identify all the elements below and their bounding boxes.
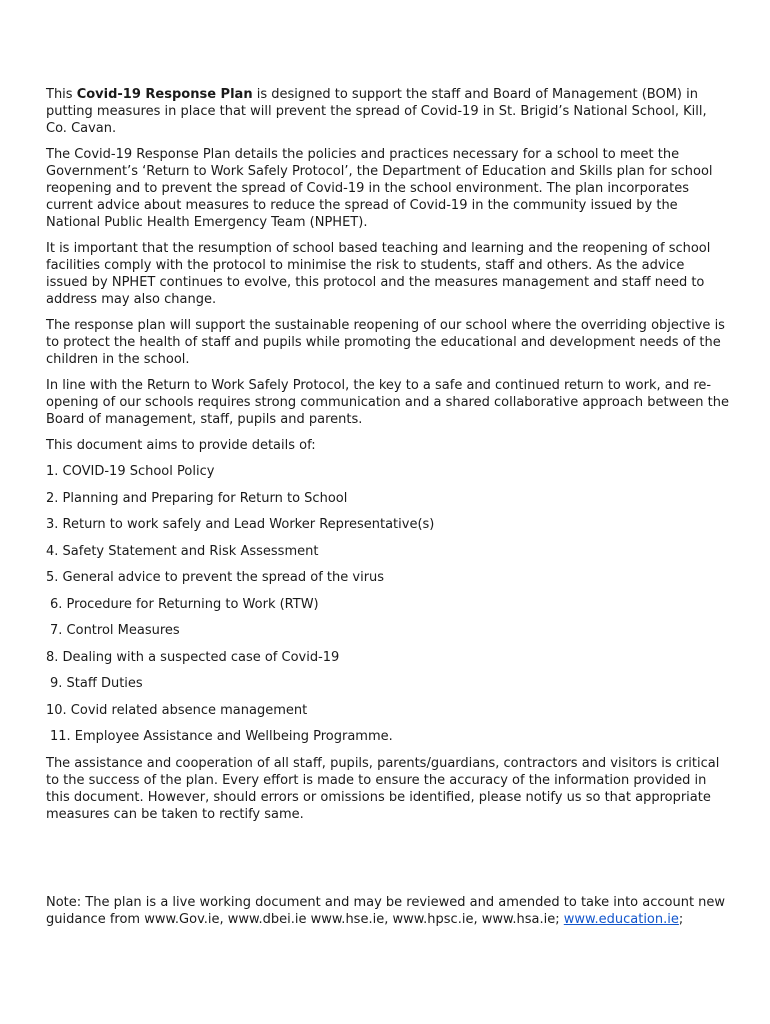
paragraph-resumption: It is important that the resumption of school based teaching and learning and the reopening of school facilities comply with the protocol to minimise the risk to students, staff and others. As the advice issued by NPHET continues to evolve, this protocol and the measures management and staff need to address may also change. (46, 241, 711, 307)
list-item: 8. Dealing with a suspected case of Covid-19 (46, 649, 340, 665)
list-item: 2. Planning and Preparing for Return to School (46, 490, 348, 506)
list-item: 7. Control Measures (50, 623, 180, 638)
list-item: 1. COVID-19 School Policy (46, 464, 215, 479)
list-item: 10. Covid related absence management (46, 702, 308, 718)
note-paragraph (46, 894, 730, 928)
closing-paragraph: The assistance and cooperation of all staff, pupils, parents/guardians, contractors and visitors is critical to the success of the plan. Every effort is made to ensure the accuracy of the information provided in this document. However, should errors or omissions be identified, please notify us so that appropriate measures can be taken to rectify same. (46, 755, 720, 822)
plan-title-bold: Covid-19 Response Plan (76, 87, 253, 102)
list-item: 6. Procedure for Returning to Work (RTW) (50, 596, 319, 612)
paragraph-protocol: The Covid-19 Response Plan details the policies and practices necessary for a school to meet the Government’s ‘Return to Work Safely Protocol’, the Department of Education and Skills plan for school reopening and to prevent the spread of Covid-19 in the school environment. The plan incorporates current advice about measures to reduce the spread of Covid-19 in the community issued by the National Public Health Emergency Team (NPHET). (46, 147, 713, 230)
paragraph-collaboration: In line with the Return to Work Safely Protocol, the key to a safe and continued return to work, and re-opening of our schools requires strong communication and a shared collaborative approach between the Board of management, staff, pupils and parents. (46, 378, 729, 427)
education-link[interactable]: www.education.ie (563, 911, 679, 927)
list-item: 11. Employee Assistance and Wellbeing Programme. (50, 729, 393, 744)
blank-space (46, 832, 730, 894)
document-page (46, 86, 730, 937)
intro-prefix: This (46, 87, 77, 102)
contents-list (46, 463, 730, 745)
note-tail: ; (678, 911, 684, 927)
list-item: 3. Return to work safely and Lead Worker Representative(s) (46, 517, 435, 532)
list-item: 4. Safety Statement and Risk Assessment (46, 543, 319, 559)
list-intro: This document aims to provide details of: (46, 438, 316, 453)
intro-suffix: is designed to support the staff and Board of Management (BOM) in putting measures in place that will prevent the spread of Covid-19 in St. Brigid’s National School, Kill, Co. Cavan. (46, 87, 707, 136)
intro-paragraph (46, 86, 730, 137)
note-text: Note: The plan is a live working document and may be reviewed and amended to take into account new guidance from www.Gov.ie, www.dbei.ie www.hse.ie, www.hpsc.ie, www.hsa.ie; (46, 894, 726, 927)
list-item: 5. General advice to prevent the spread of the virus (46, 570, 385, 585)
paragraph-objective: The response plan will support the sustainable reopening of our school where the overriding objective is to protect the health of staff and pupils while promoting the educational and development needs of the children in the school. (46, 318, 725, 367)
list-item: 9. Staff Duties (50, 676, 143, 691)
